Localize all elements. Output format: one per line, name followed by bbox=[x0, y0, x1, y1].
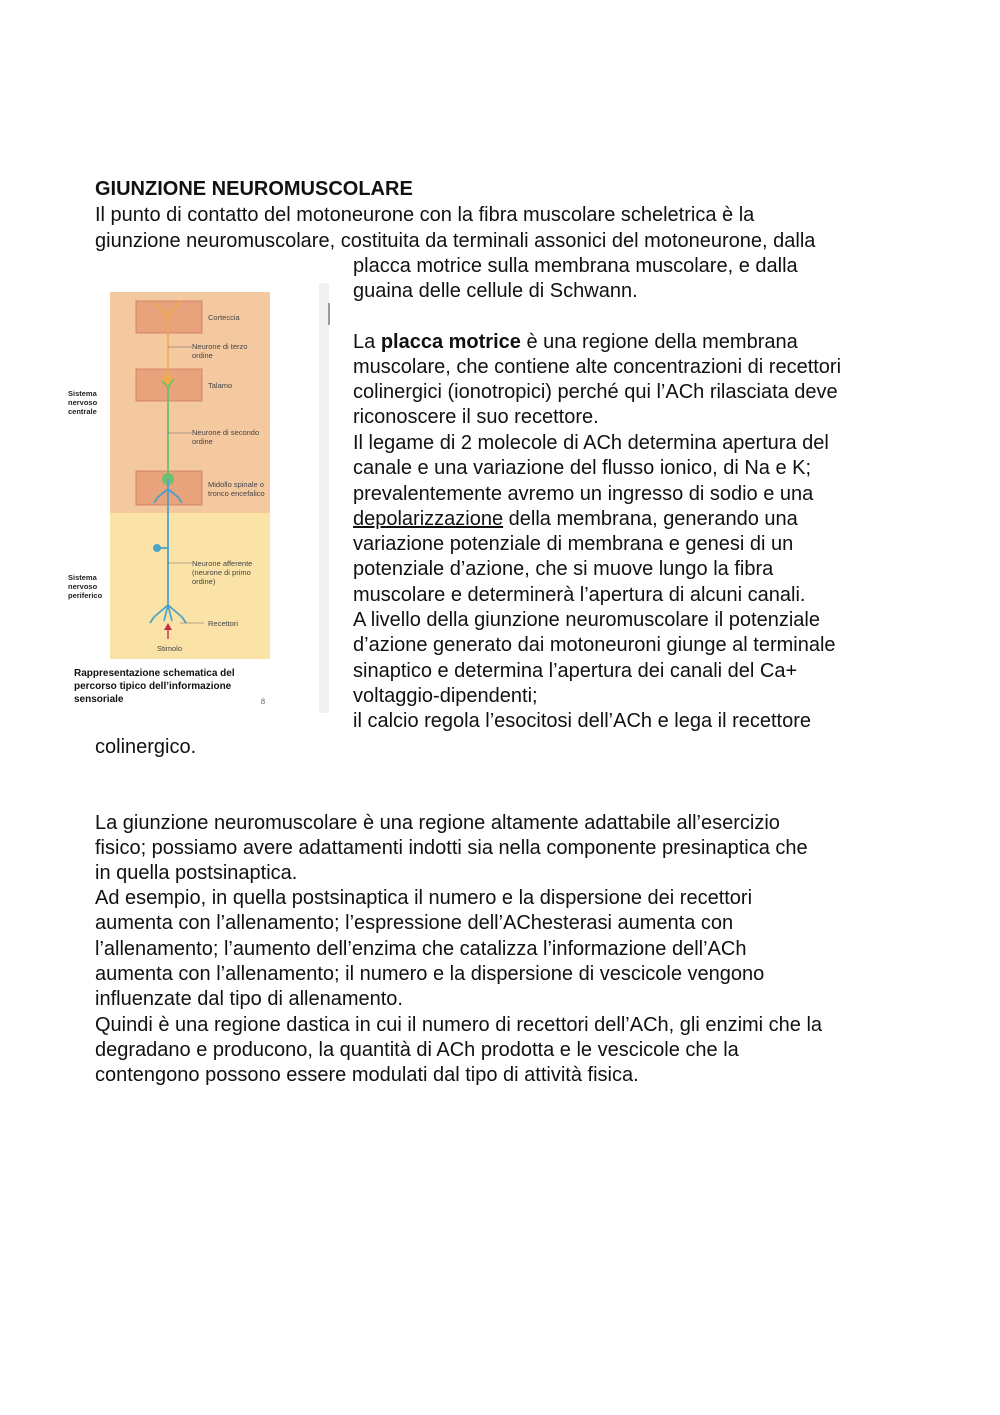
para3-line: in quella postsinaptica. bbox=[95, 862, 298, 884]
page-title: GIUNZIONE NEUROMUSCOLARE bbox=[95, 178, 413, 200]
label-stimolo: Stimolo bbox=[157, 644, 183, 653]
figure-caption-line2: percorso tipico dell’informazione bbox=[74, 681, 232, 692]
para2-line: A livello della giunzione neuromuscolare il potenziale bbox=[353, 609, 820, 631]
para3-line: aumenta con l’allenamento; l’espressione dell’AChesterasi aumenta con bbox=[95, 912, 734, 934]
para2-text: La bbox=[353, 331, 381, 353]
para3-line: fisico; possiamo avere adattamenti indotti sia nella componente presinaptica che bbox=[95, 837, 808, 859]
para3-line: degradano e producono, la quantità di ACh prodotta e le vescicole che la bbox=[95, 1039, 739, 1061]
afferent-neuron-body bbox=[153, 544, 161, 552]
para2-line bbox=[353, 330, 798, 355]
para1-line: placca motrice sulla membrana muscolare, e dalla bbox=[353, 255, 798, 277]
para2-line: muscolare, che contiene alte concentrazioni di recettori bbox=[353, 356, 842, 378]
label-secondo-line1: Neurone di secondo bbox=[192, 428, 260, 437]
scroll-track bbox=[319, 283, 329, 713]
para1-line: giunzione neuromuscolare, costituita da terminali assonici del motoneurone, dalla bbox=[95, 230, 816, 252]
label-terzo-line2: ordine bbox=[192, 351, 213, 360]
label-recettori: Recettori bbox=[208, 619, 239, 628]
para2-line: canale e una variazione del flusso ionico, di Na e K; bbox=[353, 457, 812, 479]
figure-caption-line3: sensoriale bbox=[74, 694, 124, 705]
para2-line: d’azione generato dai motoneuroni giunge al terminale bbox=[353, 634, 836, 656]
label-snc-line2: nervoso bbox=[68, 398, 98, 407]
placca-motrice-term: placca motrice bbox=[380, 331, 521, 353]
label-snc-line3: centrale bbox=[68, 407, 97, 416]
figure-caption-line1: Rappresentazione schematica del bbox=[74, 668, 235, 679]
sensory-pathway-figure bbox=[64, 283, 334, 713]
para2-line: muscolare e determinerà l’apertura di alcuni canali. bbox=[353, 584, 806, 606]
para2-line: prevalentemente avremo un ingresso di sodio e una bbox=[353, 483, 814, 505]
scroll-thumb bbox=[328, 303, 330, 325]
label-snc-line1: Sistema bbox=[68, 389, 97, 398]
para2-line: Il legame di 2 molecole di ACh determina apertura del bbox=[353, 432, 829, 454]
para2-line bbox=[353, 507, 798, 532]
para2-text: della membrana, generando una bbox=[503, 508, 798, 530]
para2-line: colinergici (ionotropici) perché qui l’ACh rilasciata deve bbox=[353, 381, 838, 403]
label-talamo: Talamo bbox=[208, 381, 233, 390]
para2-line: variazione potenziale di membrana e genesi di un bbox=[353, 533, 794, 555]
label-afferente-line1: Neurone afferente bbox=[192, 559, 253, 568]
para2-line: potenziale d’azione, che si muove lungo la fibra bbox=[353, 558, 774, 580]
label-afferente-line2: (neurone di primo bbox=[192, 568, 251, 577]
para3-line: influenzate dal tipo di allenamento. bbox=[95, 988, 403, 1010]
para2-line: sinaptico e determina l’apertura dei canali del Ca+ bbox=[353, 660, 798, 682]
label-midollo-line2: tronco encefalico bbox=[208, 489, 265, 498]
para3-line: contengono possono essere modulati dal tipo di attività fisica. bbox=[95, 1064, 639, 1086]
label-terzo-line1: Neurone di terzo bbox=[192, 342, 248, 351]
label-secondo-line2: ordine bbox=[192, 437, 213, 446]
label-afferente-line3: ordine) bbox=[192, 577, 216, 586]
depolarizzazione-term: depolarizzazione bbox=[353, 508, 504, 530]
label-snp-line3: periferico bbox=[68, 591, 103, 600]
label-snp-line2: nervoso bbox=[68, 582, 98, 591]
pns-background bbox=[110, 513, 270, 659]
para3-line: Quindi è una regione dastica in cui il numero di recettori dell’ACh, gli enzimi che la bbox=[95, 1014, 823, 1036]
para1-line: Il punto di contatto del motoneurone con la fibra muscolare scheletrica è la bbox=[95, 204, 755, 226]
para3-line: aumenta con l’allenamento; il numero e la dispersione di vescicole vengono bbox=[95, 963, 765, 985]
label-midollo-line1: Midollo spinale o bbox=[208, 480, 264, 489]
para3-line: La giunzione neuromuscolare è una regione altamente adattabile all’esercizio bbox=[95, 812, 780, 834]
para1-line: guaina delle cellule di Schwann. bbox=[353, 280, 638, 302]
para3-line: l’allenamento; l’aumento dell’enzima che catalizza l’informazione dell’ACh bbox=[95, 938, 747, 960]
para2-line: colinergico. bbox=[95, 736, 197, 758]
label-snp-line1: Sistema bbox=[68, 573, 97, 582]
para3-line: Ad esempio, in quella postsinaptica il numero e la dispersione dei recettori bbox=[95, 887, 753, 909]
para2-line: voltaggio-dipendenti; bbox=[353, 685, 538, 707]
figure-page-number: 8 bbox=[261, 697, 265, 706]
para2-line: il calcio regola l’esocitosi dell’ACh e lega il recettore bbox=[353, 710, 811, 732]
label-corteccia: Corteccia bbox=[208, 313, 240, 322]
para2-line: riconoscere il suo recettore. bbox=[353, 406, 599, 428]
para2-text: è una regione della membrana bbox=[520, 331, 798, 353]
